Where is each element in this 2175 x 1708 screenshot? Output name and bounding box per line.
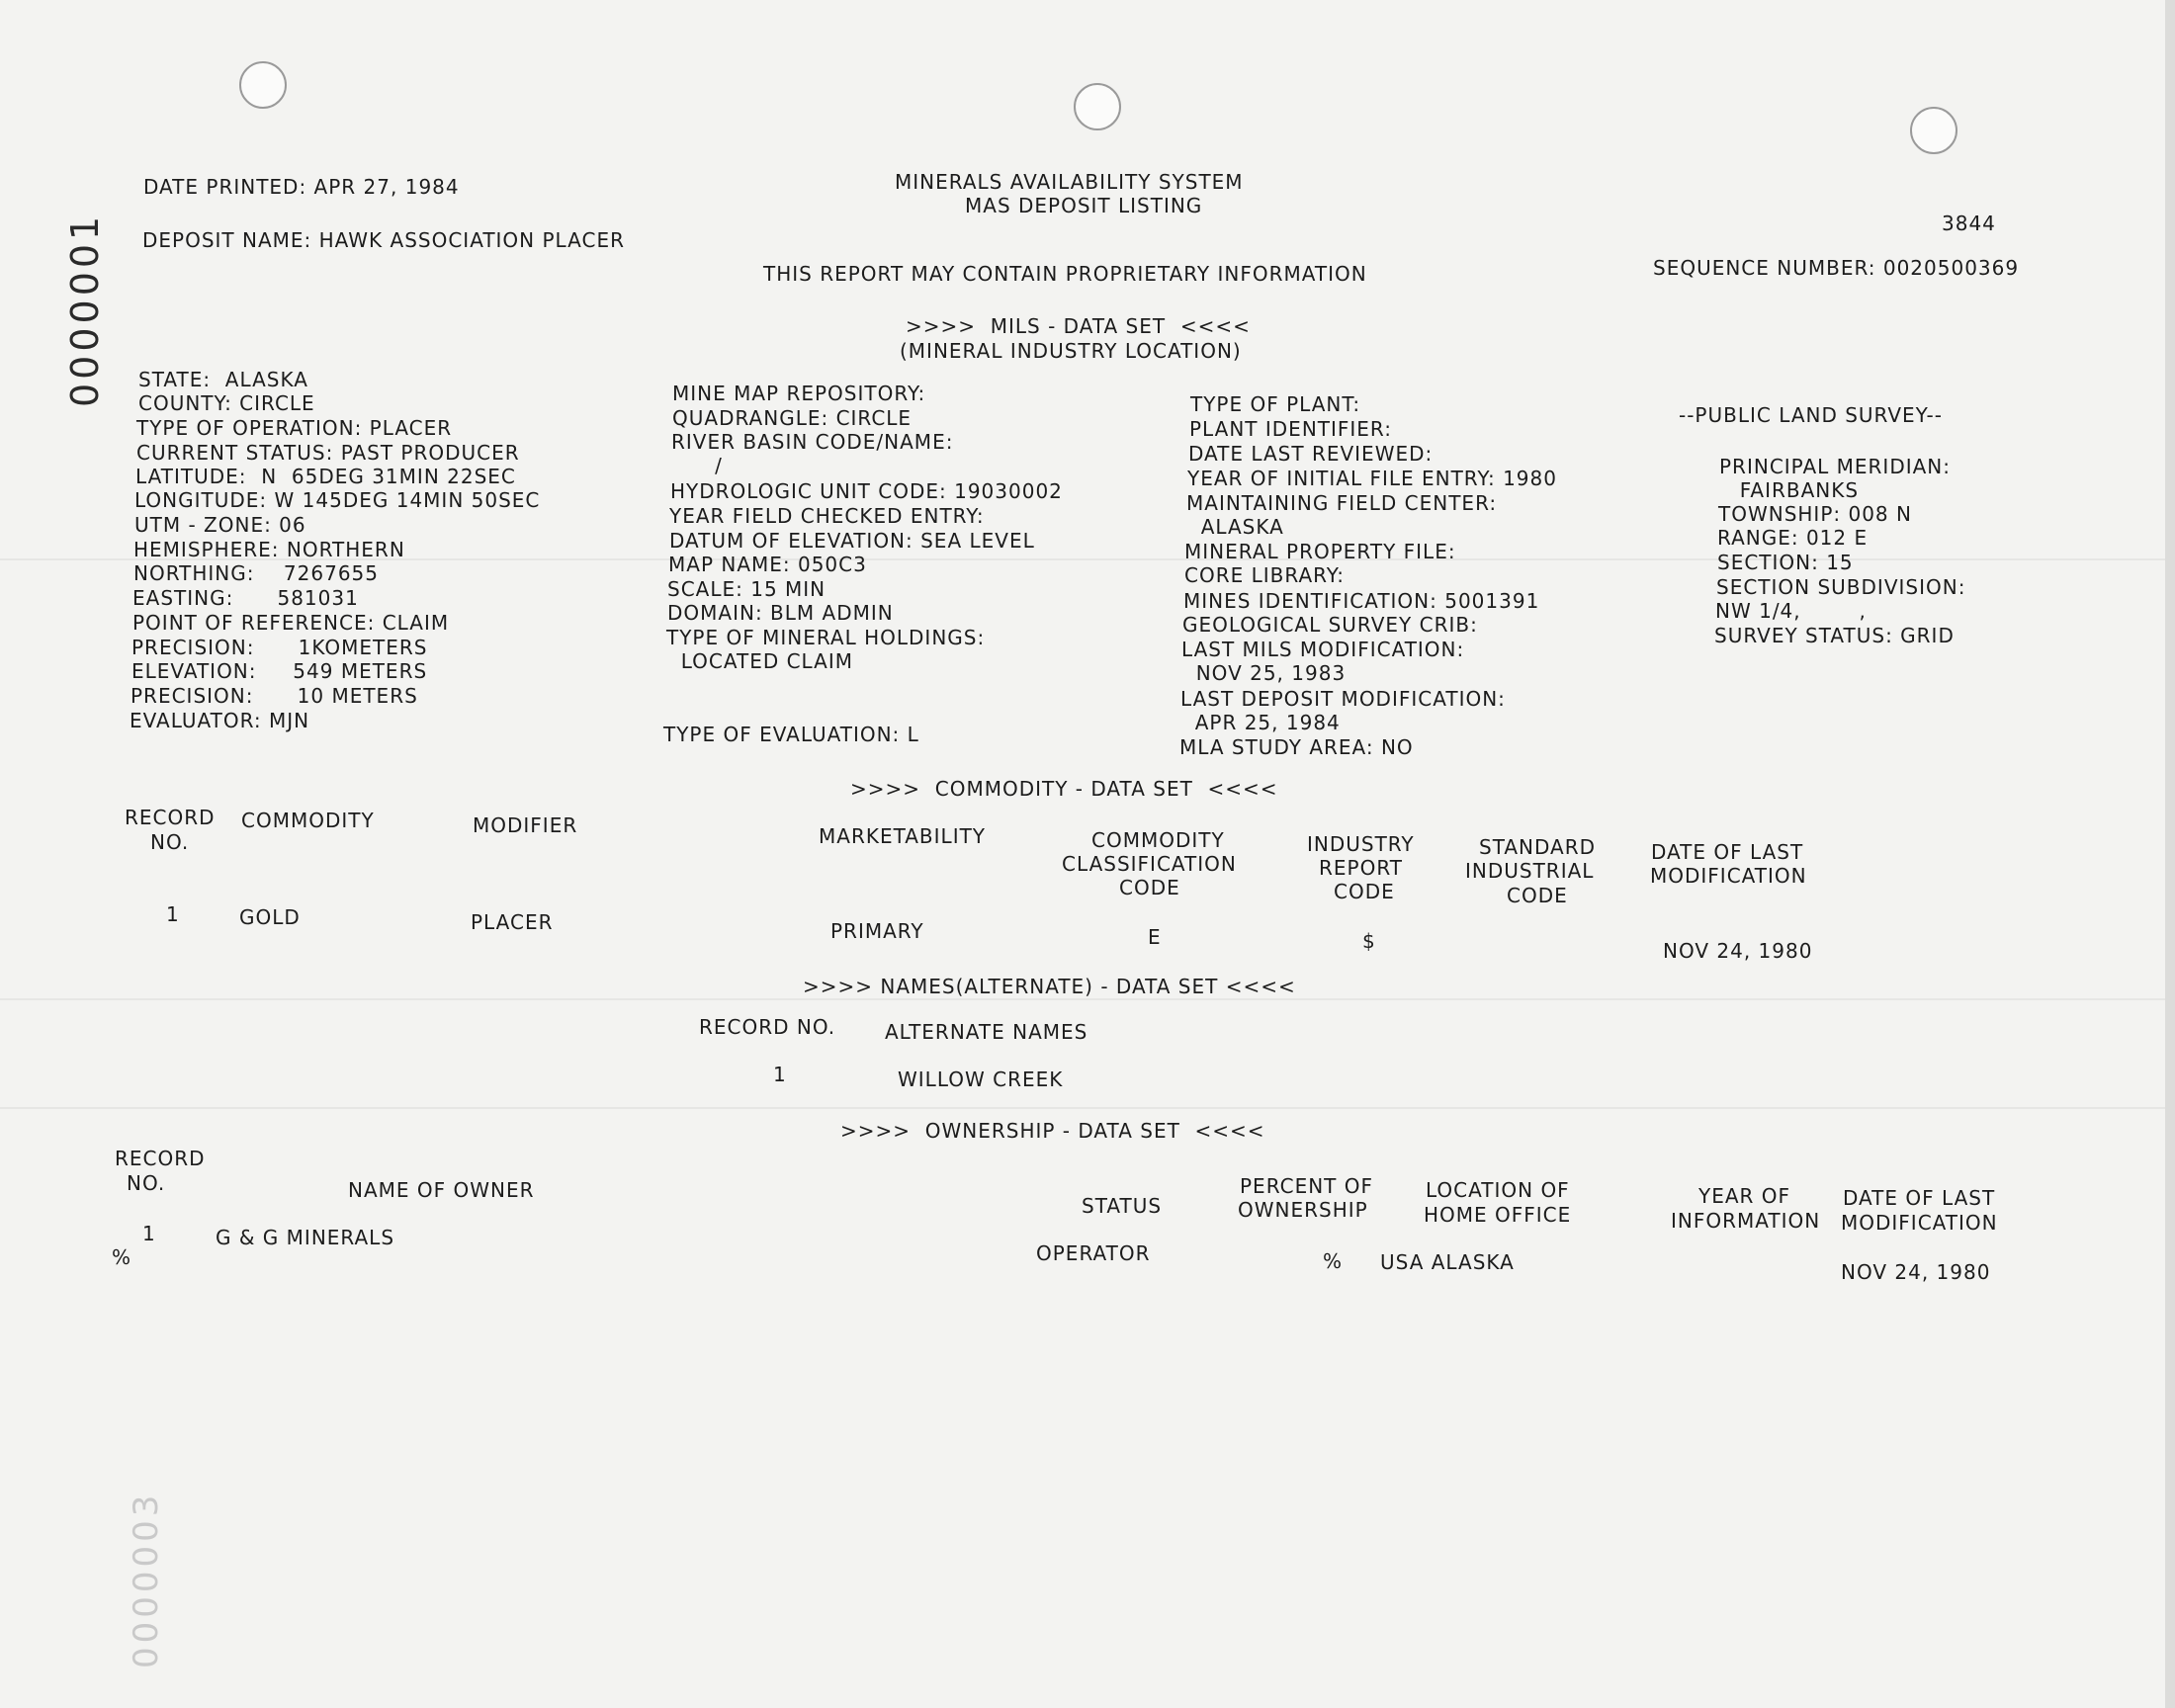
field-county: COUNTY: CIRCLE (138, 391, 315, 415)
commodity-header-sic-code-3: CODE (1507, 884, 1568, 907)
field-maintaining-center-value: ALASKA (1186, 515, 1284, 539)
field-section: SECTION: 15 (1717, 551, 1854, 574)
field-northing: NORTHING: 7267655 (133, 561, 379, 585)
field-current-status: CURRENT STATUS: PAST PRODUCER (136, 441, 520, 465)
field-range: RANGE: 012 E (1717, 526, 1869, 550)
ownership-header-record: RECORD (115, 1147, 206, 1170)
commodity-header-commodity: COMMODITY (241, 809, 375, 832)
field-last-mils-modification-date: NOV 25, 1983 (1181, 661, 1347, 685)
ownership-header-year-2: INFORMATION (1671, 1209, 1821, 1233)
commodity-header-sic-code-2: INDUSTRIAL (1465, 859, 1595, 883)
field-easting: EASTING: 581031 (132, 586, 359, 610)
margin-serial-code: 0000001 (63, 212, 107, 407)
field-river-basin: RIVER BASIN CODE/NAME: (671, 430, 954, 454)
commodity-header-date-2: MODIFICATION (1650, 864, 1807, 888)
field-last-deposit-modification: LAST DEPOSIT MODIFICATION: (1180, 687, 1506, 711)
ownership-row-owner: G & G MINERALS (216, 1226, 395, 1249)
field-hydrologic-unit-code: HYDROLOGIC UNIT CODE: 19030002 (670, 479, 1063, 503)
field-scale: SCALE: 15 MIN (667, 577, 826, 601)
field-type-of-operation: TYPE OF OPERATION: PLACER (136, 416, 453, 440)
ownership-row-date: NOV 24, 1980 (1841, 1260, 1991, 1284)
ownership-header-year-1: YEAR OF (1698, 1184, 1791, 1208)
field-map-name: MAP NAME: 050C3 (668, 553, 867, 576)
field-last-deposit-modification-date: APR 25, 1984 (1180, 711, 1341, 734)
commodity-row-record: 1 (166, 902, 180, 926)
field-mineral-property-file: MINERAL PROPERTY FILE: (1184, 540, 1456, 563)
commodity-row-industry-code: $ (1362, 929, 1376, 953)
commodity-header-modifier: MODIFIER (473, 813, 578, 837)
field-domain: DOMAIN: BLM ADMIN (667, 601, 894, 625)
field-state: STATE: ALASKA (138, 368, 308, 391)
ownership-header-record-no: NO. (127, 1171, 166, 1195)
field-mineral-holdings-value: LOCATED CLAIM (666, 649, 853, 673)
names-row-record: 1 (773, 1063, 787, 1086)
paper-edge (2165, 0, 2175, 1708)
ownership-header-date-1: DATE OF LAST (1843, 1186, 1996, 1210)
field-township: TOWNSHIP: 008 N (1718, 502, 1912, 526)
field-evaluator: EVALUATOR: MJN (130, 709, 310, 732)
names-section-title: >>>> NAMES(ALTERNATE) - DATA SET <<<< (803, 975, 1296, 998)
field-plant-identifier: PLANT IDENTIFIER: (1189, 417, 1392, 441)
field-principal-meridian: PRINCIPAL MERIDIAN: (1719, 455, 1952, 478)
field-datum-of-elevation: DATUM OF ELEVATION: SEA LEVEL (669, 529, 1035, 553)
commodity-header-record: RECORD (125, 806, 216, 829)
field-hemisphere: HEMISPHERE: NORTHERN (133, 538, 405, 561)
field-year-initial-entry: YEAR OF INITIAL FILE ENTRY: 1980 (1187, 467, 1557, 490)
commodity-row-commodity: GOLD (239, 905, 301, 929)
ownership-header-location-1: LOCATION OF (1426, 1178, 1570, 1202)
field-principal-meridian-value: FAIRBANKS (1725, 478, 1860, 502)
field-core-library: CORE LIBRARY: (1184, 563, 1346, 587)
ownership-header-location-2: HOME OFFICE (1424, 1203, 1572, 1227)
commodity-header-sic-code-1: STANDARD (1479, 835, 1597, 859)
field-longitude: LONGITUDE: W 145DEG 14MIN 50SEC (134, 488, 541, 512)
ownership-row-percent-left: % (112, 1245, 132, 1269)
commodity-row-date: NOV 24, 1980 (1663, 939, 1813, 963)
field-point-of-reference: POINT OF REFERENCE: CLAIM (132, 611, 450, 635)
ownership-header-percent-1: PERCENT OF (1240, 1174, 1373, 1198)
public-land-survey-title: --PUBLIC LAND SURVEY-- (1679, 403, 1943, 427)
field-mla-study-area: MLA STUDY AREA: NO (1179, 735, 1414, 759)
commodity-section-title: >>>> COMMODITY - DATA SET <<<< (850, 777, 1278, 801)
names-row-name: WILLOW CREEK (898, 1068, 1064, 1091)
field-river-basin-value: / (671, 454, 723, 477)
deposit-name: DEPOSIT NAME: HAWK ASSOCIATION PLACER (142, 228, 625, 252)
listing-title: MAS DEPOSIT LISTING (965, 194, 1203, 217)
ownership-header-owner: NAME OF OWNER (348, 1178, 535, 1202)
commodity-row-modifier: PLACER (471, 910, 554, 934)
field-latitude: LATITUDE: N 65DEG 31MIN 22SEC (135, 465, 516, 488)
page-number: 3844 (1942, 212, 1996, 235)
ownership-section-title: >>>> OWNERSHIP - DATA SET <<<< (840, 1119, 1265, 1143)
date-printed: DATE PRINTED: APR 27, 1984 (143, 175, 460, 199)
field-quadrangle: QUADRANGLE: CIRCLE (672, 406, 913, 430)
commodity-header-industry-code-3: CODE (1334, 880, 1395, 903)
sequence-number: SEQUENCE NUMBER: 0020500369 (1653, 256, 2020, 280)
commodity-header-class-code-1: COMMODITY (1091, 828, 1225, 852)
margin-serial-code-faint: 0000003 (127, 1491, 166, 1668)
field-elevation: ELEVATION: 549 METERS (131, 659, 428, 683)
ownership-header-status: STATUS (1082, 1194, 1163, 1218)
field-section-subdivision: SECTION SUBDIVISION: (1716, 575, 1966, 599)
commodity-header-record-no: NO. (150, 830, 190, 854)
field-last-mils-modification: LAST MILS MODIFICATION: (1181, 638, 1465, 661)
mils-section-subtitle: (MINERAL INDUSTRY LOCATION) (900, 339, 1242, 363)
mils-section-title: >>>> MILS - DATA SET <<<< (906, 314, 1251, 338)
field-mines-identification: MINES IDENTIFICATION: 5001391 (1183, 589, 1540, 613)
field-date-last-reviewed: DATE LAST REVIEWED: (1188, 442, 1434, 466)
ownership-row-status: OPERATOR (1036, 1241, 1151, 1265)
field-mine-map-repository: MINE MAP REPOSITORY: (672, 382, 926, 405)
names-header-record-no: RECORD NO. (699, 1015, 836, 1039)
system-title: MINERALS AVAILABILITY SYSTEM (895, 170, 1244, 194)
ownership-header-percent-2: OWNERSHIP (1238, 1198, 1368, 1222)
form-rule (0, 998, 2175, 1000)
field-type-of-plant: TYPE OF PLANT: (1190, 392, 1361, 416)
commodity-header-date-1: DATE OF LAST (1651, 840, 1804, 864)
binder-hole-left (239, 61, 287, 109)
commodity-header-class-code-2: CLASSIFICATION (1062, 852, 1237, 876)
field-maintaining-center: MAINTAINING FIELD CENTER: (1186, 491, 1498, 515)
names-header-alt-names: ALTERNATE NAMES (885, 1020, 1088, 1044)
form-rule (0, 1107, 2175, 1109)
field-year-field-checked: YEAR FIELD CHECKED ENTRY: (669, 504, 985, 528)
commodity-header-industry-code-1: INDUSTRY (1307, 832, 1415, 856)
field-utm-zone: UTM - ZONE: 06 (134, 513, 306, 537)
ownership-row-location: USA ALASKA (1380, 1250, 1515, 1274)
commodity-header-industry-code-2: REPORT (1319, 856, 1403, 880)
field-survey-status: SURVEY STATUS: GRID (1714, 624, 1955, 647)
ownership-row-percent: % (1323, 1249, 1344, 1273)
field-type-of-evaluation: TYPE OF EVALUATION: L (663, 723, 919, 746)
commodity-row-marketability: PRIMARY (830, 919, 924, 943)
field-geological-survey-crib: GEOLOGICAL SURVEY CRIB: (1182, 613, 1478, 637)
ownership-row-record: 1 (142, 1222, 156, 1245)
ownership-header-date-2: MODIFICATION (1841, 1211, 1998, 1235)
field-precision-location: PRECISION: 1KOMETERS (131, 636, 428, 659)
binder-hole-center (1074, 83, 1121, 130)
field-precision-elevation: PRECISION: 10 METERS (130, 684, 418, 708)
commodity-header-class-code-3: CODE (1119, 876, 1180, 899)
binder-hole-right (1910, 107, 1958, 154)
field-section-subdivision-value: NW 1/4, , (1715, 599, 1867, 623)
proprietary-notice: THIS REPORT MAY CONTAIN PROPRIETARY INFORMATION (763, 262, 1367, 286)
commodity-row-class-code: E (1148, 925, 1162, 949)
field-type-of-mineral-holdings: TYPE OF MINERAL HOLDINGS: (666, 626, 986, 649)
commodity-header-marketability: MARKETABILITY (819, 824, 987, 848)
